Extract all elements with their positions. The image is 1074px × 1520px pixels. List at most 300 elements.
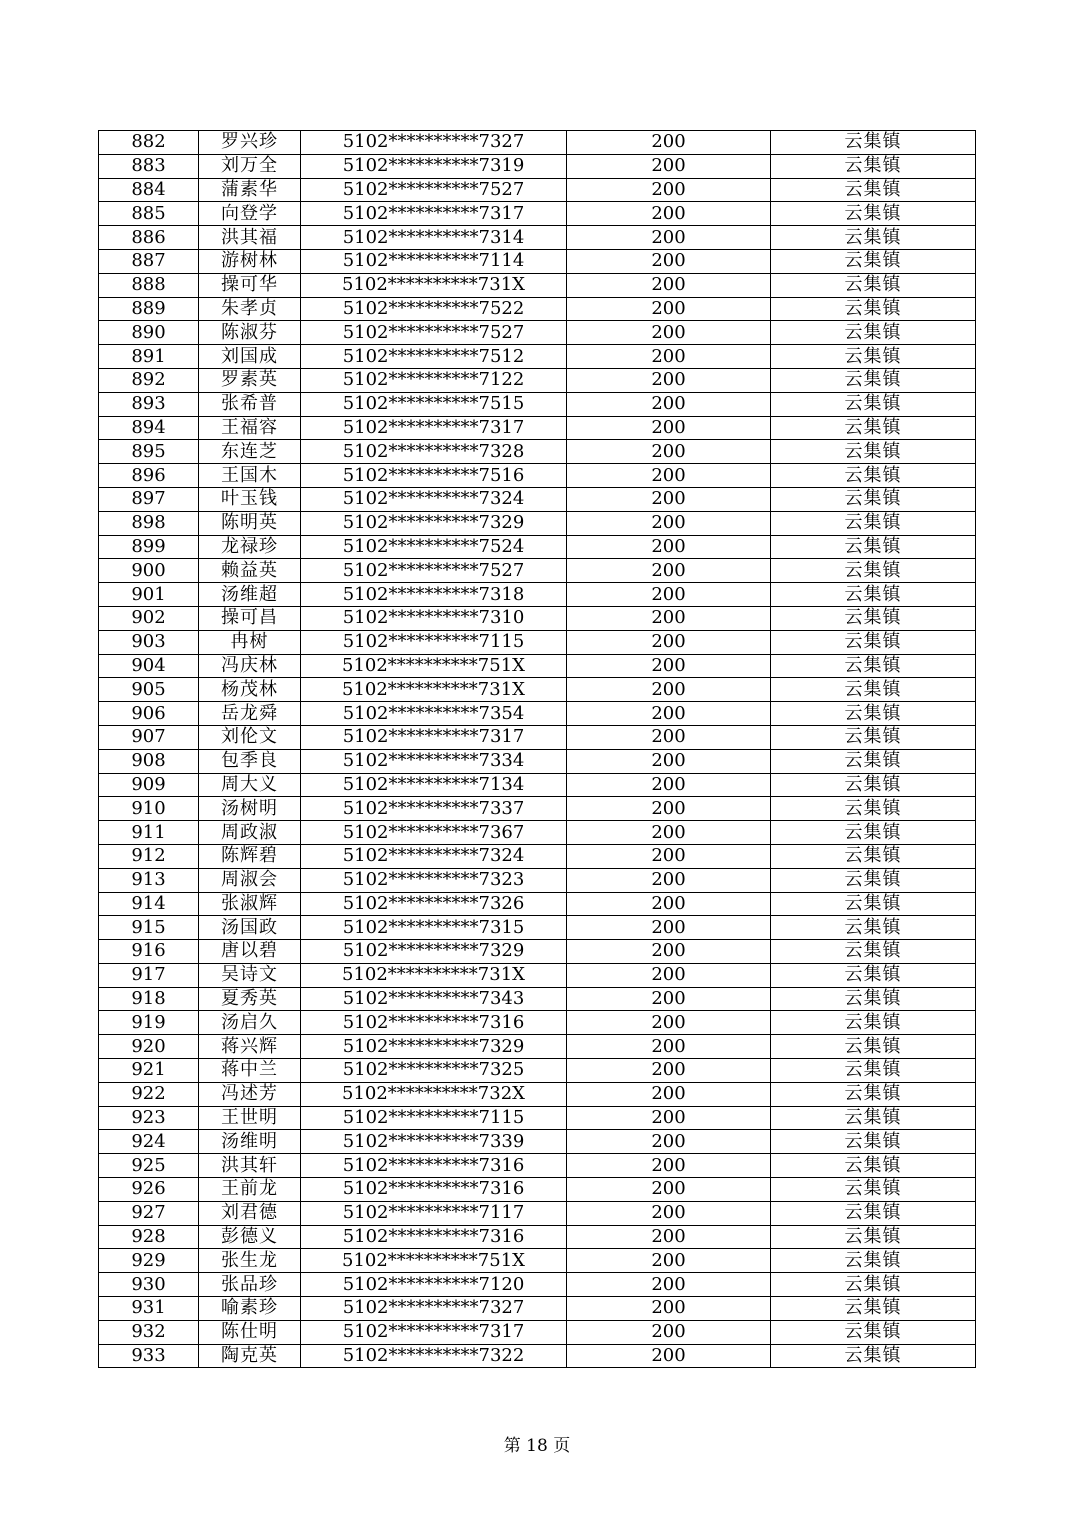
name-cell: 东连芝 bbox=[199, 440, 301, 464]
table-row bbox=[99, 321, 976, 345]
id-number-cell: 5102**********7323 bbox=[301, 868, 567, 892]
name-cell: 周大义 bbox=[199, 773, 301, 797]
table-row bbox=[99, 392, 976, 416]
row-number-cell: 886 bbox=[99, 226, 199, 250]
table-row bbox=[99, 1320, 976, 1344]
town-cell: 云集镇 bbox=[771, 583, 976, 607]
town-cell: 云集镇 bbox=[771, 392, 976, 416]
amount-cell: 200 bbox=[567, 963, 771, 987]
name-cell: 冉树 bbox=[199, 630, 301, 654]
name-cell: 王前龙 bbox=[199, 1178, 301, 1202]
row-number-cell: 930 bbox=[99, 1273, 199, 1297]
name-cell: 喻素珍 bbox=[199, 1297, 301, 1321]
amount-cell: 200 bbox=[567, 1249, 771, 1273]
town-cell: 云集镇 bbox=[771, 464, 976, 488]
table-row bbox=[99, 702, 976, 726]
table-row bbox=[99, 725, 976, 749]
town-cell: 云集镇 bbox=[771, 630, 976, 654]
id-number-cell: 5102**********7319 bbox=[301, 154, 567, 178]
town-cell: 云集镇 bbox=[771, 1130, 976, 1154]
amount-cell: 200 bbox=[567, 892, 771, 916]
table-row bbox=[99, 1178, 976, 1202]
table-row bbox=[99, 1225, 976, 1249]
id-number-cell: 5102**********7522 bbox=[301, 297, 567, 321]
id-number-cell: 5102**********7524 bbox=[301, 535, 567, 559]
row-number-cell: 885 bbox=[99, 202, 199, 226]
row-number-cell: 931 bbox=[99, 1297, 199, 1321]
row-number-cell: 933 bbox=[99, 1344, 199, 1368]
amount-cell: 200 bbox=[567, 440, 771, 464]
name-cell: 王世明 bbox=[199, 1106, 301, 1130]
id-number-cell: 5102**********7515 bbox=[301, 392, 567, 416]
table-row bbox=[99, 511, 976, 535]
name-cell: 朱孝贞 bbox=[199, 297, 301, 321]
town-cell: 云集镇 bbox=[771, 1035, 976, 1059]
id-number-cell: 5102**********7327 bbox=[301, 1297, 567, 1321]
name-cell: 蒋中兰 bbox=[199, 1059, 301, 1083]
town-cell: 云集镇 bbox=[771, 297, 976, 321]
row-number-cell: 921 bbox=[99, 1059, 199, 1083]
table-row bbox=[99, 202, 976, 226]
amount-cell: 200 bbox=[567, 1320, 771, 1344]
town-cell: 云集镇 bbox=[771, 416, 976, 440]
name-cell: 吴诗文 bbox=[199, 963, 301, 987]
row-number-cell: 905 bbox=[99, 678, 199, 702]
town-cell: 云集镇 bbox=[771, 1225, 976, 1249]
town-cell: 云集镇 bbox=[771, 868, 976, 892]
amount-cell: 200 bbox=[567, 511, 771, 535]
town-cell: 云集镇 bbox=[771, 606, 976, 630]
name-cell: 罗兴珍 bbox=[199, 131, 301, 155]
amount-cell: 200 bbox=[567, 678, 771, 702]
id-number-cell: 5102**********7326 bbox=[301, 892, 567, 916]
row-number-cell: 906 bbox=[99, 702, 199, 726]
town-cell: 云集镇 bbox=[771, 1106, 976, 1130]
id-number-cell: 5102**********7317 bbox=[301, 202, 567, 226]
amount-cell: 200 bbox=[567, 725, 771, 749]
row-number-cell: 892 bbox=[99, 368, 199, 392]
row-number-cell: 925 bbox=[99, 1154, 199, 1178]
row-number-cell: 887 bbox=[99, 249, 199, 273]
name-cell: 操可昌 bbox=[199, 606, 301, 630]
row-number-cell: 895 bbox=[99, 440, 199, 464]
amount-cell: 200 bbox=[567, 1130, 771, 1154]
table-row bbox=[99, 249, 976, 273]
row-number-cell: 882 bbox=[99, 131, 199, 155]
row-number-cell: 901 bbox=[99, 583, 199, 607]
town-cell: 云集镇 bbox=[771, 511, 976, 535]
id-number-cell: 5102**********7315 bbox=[301, 916, 567, 940]
id-number-cell: 5102**********7343 bbox=[301, 987, 567, 1011]
town-cell: 云集镇 bbox=[771, 916, 976, 940]
id-number-cell: 5102**********7120 bbox=[301, 1273, 567, 1297]
id-number-cell: 5102**********731X bbox=[301, 678, 567, 702]
town-cell: 云集镇 bbox=[771, 273, 976, 297]
amount-cell: 200 bbox=[567, 773, 771, 797]
amount-cell: 200 bbox=[567, 392, 771, 416]
id-number-cell: 5102**********7310 bbox=[301, 606, 567, 630]
town-cell: 云集镇 bbox=[771, 963, 976, 987]
table-row bbox=[99, 1154, 976, 1178]
id-number-cell: 5102**********7316 bbox=[301, 1178, 567, 1202]
name-cell: 陶克英 bbox=[199, 1344, 301, 1368]
row-number-cell: 911 bbox=[99, 821, 199, 845]
town-cell: 云集镇 bbox=[771, 1082, 976, 1106]
table-row bbox=[99, 892, 976, 916]
name-cell: 刘万全 bbox=[199, 154, 301, 178]
name-cell: 陈辉碧 bbox=[199, 844, 301, 868]
row-number-cell: 910 bbox=[99, 797, 199, 821]
id-number-cell: 5102**********7527 bbox=[301, 321, 567, 345]
amount-cell: 200 bbox=[567, 940, 771, 964]
roster-table bbox=[98, 130, 976, 1368]
id-number-cell: 5102**********7516 bbox=[301, 464, 567, 488]
table-row bbox=[99, 464, 976, 488]
table-row bbox=[99, 987, 976, 1011]
roster-table-body bbox=[99, 131, 976, 1368]
id-number-cell: 5102**********7115 bbox=[301, 1106, 567, 1130]
name-cell: 向登学 bbox=[199, 202, 301, 226]
amount-cell: 200 bbox=[567, 1344, 771, 1368]
id-number-cell: 5102**********7314 bbox=[301, 226, 567, 250]
table-row bbox=[99, 345, 976, 369]
id-number-cell: 5102**********7325 bbox=[301, 1059, 567, 1083]
row-number-cell: 913 bbox=[99, 868, 199, 892]
table-row bbox=[99, 559, 976, 583]
town-cell: 云集镇 bbox=[771, 1297, 976, 1321]
table-row bbox=[99, 583, 976, 607]
amount-cell: 200 bbox=[567, 654, 771, 678]
table-row bbox=[99, 440, 976, 464]
table-row bbox=[99, 297, 976, 321]
row-number-cell: 919 bbox=[99, 1011, 199, 1035]
row-number-cell: 918 bbox=[99, 987, 199, 1011]
amount-cell: 200 bbox=[567, 1273, 771, 1297]
row-number-cell: 903 bbox=[99, 630, 199, 654]
id-number-cell: 5102**********7117 bbox=[301, 1201, 567, 1225]
name-cell: 汤维超 bbox=[199, 583, 301, 607]
amount-cell: 200 bbox=[567, 630, 771, 654]
name-cell: 唐以碧 bbox=[199, 940, 301, 964]
name-cell: 龙禄珍 bbox=[199, 535, 301, 559]
id-number-cell: 5102**********7317 bbox=[301, 416, 567, 440]
row-number-cell: 923 bbox=[99, 1106, 199, 1130]
amount-cell: 200 bbox=[567, 178, 771, 202]
row-number-cell: 920 bbox=[99, 1035, 199, 1059]
row-number-cell: 917 bbox=[99, 963, 199, 987]
name-cell: 冯述芳 bbox=[199, 1082, 301, 1106]
name-cell: 蒋兴辉 bbox=[199, 1035, 301, 1059]
town-cell: 云集镇 bbox=[771, 797, 976, 821]
name-cell: 张品珍 bbox=[199, 1273, 301, 1297]
row-number-cell: 888 bbox=[99, 273, 199, 297]
row-number-cell: 907 bbox=[99, 725, 199, 749]
table-row bbox=[99, 654, 976, 678]
amount-cell: 200 bbox=[567, 1082, 771, 1106]
town-cell: 云集镇 bbox=[771, 892, 976, 916]
amount-cell: 200 bbox=[567, 606, 771, 630]
amount-cell: 200 bbox=[567, 1178, 771, 1202]
table-row bbox=[99, 1297, 976, 1321]
name-cell: 张希普 bbox=[199, 392, 301, 416]
town-cell: 云集镇 bbox=[771, 559, 976, 583]
town-cell: 云集镇 bbox=[771, 725, 976, 749]
town-cell: 云集镇 bbox=[771, 249, 976, 273]
name-cell: 冯庆林 bbox=[199, 654, 301, 678]
row-number-cell: 899 bbox=[99, 535, 199, 559]
id-number-cell: 5102**********7527 bbox=[301, 178, 567, 202]
name-cell: 蒲素华 bbox=[199, 178, 301, 202]
page-number: 第 18 页 bbox=[503, 1436, 571, 1456]
table-row bbox=[99, 178, 976, 202]
name-cell: 陈仕明 bbox=[199, 1320, 301, 1344]
id-number-cell: 5102**********7329 bbox=[301, 511, 567, 535]
table-row bbox=[99, 678, 976, 702]
name-cell: 刘国成 bbox=[199, 345, 301, 369]
table-row bbox=[99, 273, 976, 297]
id-number-cell: 5102**********7134 bbox=[301, 773, 567, 797]
amount-cell: 200 bbox=[567, 1011, 771, 1035]
id-number-cell: 5102**********751X bbox=[301, 1249, 567, 1273]
table-row bbox=[99, 773, 976, 797]
table-row bbox=[99, 1249, 976, 1273]
amount-cell: 200 bbox=[567, 1201, 771, 1225]
amount-cell: 200 bbox=[567, 1059, 771, 1083]
amount-cell: 200 bbox=[567, 797, 771, 821]
id-number-cell: 5102**********751X bbox=[301, 654, 567, 678]
amount-cell: 200 bbox=[567, 916, 771, 940]
row-number-cell: 916 bbox=[99, 940, 199, 964]
row-number-cell: 924 bbox=[99, 1130, 199, 1154]
table-row bbox=[99, 1130, 976, 1154]
table-row bbox=[99, 535, 976, 559]
name-cell: 王福容 bbox=[199, 416, 301, 440]
id-number-cell: 5102**********7324 bbox=[301, 844, 567, 868]
row-number-cell: 896 bbox=[99, 464, 199, 488]
row-number-cell: 928 bbox=[99, 1225, 199, 1249]
id-number-cell: 5102**********7317 bbox=[301, 725, 567, 749]
amount-cell: 200 bbox=[567, 416, 771, 440]
amount-cell: 200 bbox=[567, 702, 771, 726]
table-row bbox=[99, 844, 976, 868]
name-cell: 周政淑 bbox=[199, 821, 301, 845]
town-cell: 云集镇 bbox=[771, 154, 976, 178]
table-row bbox=[99, 868, 976, 892]
name-cell: 汤树明 bbox=[199, 797, 301, 821]
id-number-cell: 5102**********7339 bbox=[301, 1130, 567, 1154]
name-cell: 夏秀英 bbox=[199, 987, 301, 1011]
amount-cell: 200 bbox=[567, 464, 771, 488]
amount-cell: 200 bbox=[567, 987, 771, 1011]
town-cell: 云集镇 bbox=[771, 1059, 976, 1083]
row-number-cell: 908 bbox=[99, 749, 199, 773]
row-number-cell: 915 bbox=[99, 916, 199, 940]
row-number-cell: 926 bbox=[99, 1178, 199, 1202]
amount-cell: 200 bbox=[567, 368, 771, 392]
town-cell: 云集镇 bbox=[771, 654, 976, 678]
town-cell: 云集镇 bbox=[771, 1320, 976, 1344]
town-cell: 云集镇 bbox=[771, 678, 976, 702]
town-cell: 云集镇 bbox=[771, 1344, 976, 1368]
amount-cell: 200 bbox=[567, 583, 771, 607]
id-number-cell: 5102**********7334 bbox=[301, 749, 567, 773]
table-row bbox=[99, 1059, 976, 1083]
name-cell: 游树林 bbox=[199, 249, 301, 273]
amount-cell: 200 bbox=[567, 1035, 771, 1059]
row-number-cell: 900 bbox=[99, 559, 199, 583]
row-number-cell: 912 bbox=[99, 844, 199, 868]
table-row bbox=[99, 749, 976, 773]
id-number-cell: 5102**********7527 bbox=[301, 559, 567, 583]
amount-cell: 200 bbox=[567, 345, 771, 369]
name-cell: 陈明英 bbox=[199, 511, 301, 535]
town-cell: 云集镇 bbox=[771, 844, 976, 868]
row-number-cell: 909 bbox=[99, 773, 199, 797]
amount-cell: 200 bbox=[567, 131, 771, 155]
name-cell: 刘伦文 bbox=[199, 725, 301, 749]
town-cell: 云集镇 bbox=[771, 368, 976, 392]
row-number-cell: 890 bbox=[99, 321, 199, 345]
town-cell: 云集镇 bbox=[771, 1249, 976, 1273]
town-cell: 云集镇 bbox=[771, 226, 976, 250]
amount-cell: 200 bbox=[567, 487, 771, 511]
amount-cell: 200 bbox=[567, 273, 771, 297]
table-row bbox=[99, 606, 976, 630]
id-number-cell: 5102**********7122 bbox=[301, 368, 567, 392]
town-cell: 云集镇 bbox=[771, 202, 976, 226]
id-number-cell: 5102**********7114 bbox=[301, 249, 567, 273]
name-cell: 王国木 bbox=[199, 464, 301, 488]
amount-cell: 200 bbox=[567, 749, 771, 773]
table-row bbox=[99, 1035, 976, 1059]
town-cell: 云集镇 bbox=[771, 535, 976, 559]
name-cell: 张淑辉 bbox=[199, 892, 301, 916]
table-row bbox=[99, 797, 976, 821]
row-number-cell: 898 bbox=[99, 511, 199, 535]
row-number-cell: 884 bbox=[99, 178, 199, 202]
id-number-cell: 5102**********7115 bbox=[301, 630, 567, 654]
amount-cell: 200 bbox=[567, 844, 771, 868]
row-number-cell: 889 bbox=[99, 297, 199, 321]
name-cell: 周淑会 bbox=[199, 868, 301, 892]
table-row bbox=[99, 1201, 976, 1225]
name-cell: 洪其轩 bbox=[199, 1154, 301, 1178]
amount-cell: 200 bbox=[567, 249, 771, 273]
name-cell: 赖益英 bbox=[199, 559, 301, 583]
row-number-cell: 929 bbox=[99, 1249, 199, 1273]
id-number-cell: 5102**********7328 bbox=[301, 440, 567, 464]
amount-cell: 200 bbox=[567, 321, 771, 345]
town-cell: 云集镇 bbox=[771, 1178, 976, 1202]
row-number-cell: 932 bbox=[99, 1320, 199, 1344]
amount-cell: 200 bbox=[567, 868, 771, 892]
town-cell: 云集镇 bbox=[771, 821, 976, 845]
town-cell: 云集镇 bbox=[771, 321, 976, 345]
table-row bbox=[99, 368, 976, 392]
amount-cell: 200 bbox=[567, 154, 771, 178]
id-number-cell: 5102**********7318 bbox=[301, 583, 567, 607]
id-number-cell: 5102**********7367 bbox=[301, 821, 567, 845]
amount-cell: 200 bbox=[567, 1154, 771, 1178]
name-cell: 洪其福 bbox=[199, 226, 301, 250]
amount-cell: 200 bbox=[567, 559, 771, 583]
name-cell: 罗素英 bbox=[199, 368, 301, 392]
name-cell: 操可华 bbox=[199, 273, 301, 297]
table-row bbox=[99, 630, 976, 654]
id-number-cell: 5102**********7327 bbox=[301, 131, 567, 155]
row-number-cell: 914 bbox=[99, 892, 199, 916]
id-number-cell: 5102**********7317 bbox=[301, 1320, 567, 1344]
table-row bbox=[99, 1011, 976, 1035]
town-cell: 云集镇 bbox=[771, 487, 976, 511]
amount-cell: 200 bbox=[567, 1106, 771, 1130]
row-number-cell: 897 bbox=[99, 487, 199, 511]
id-number-cell: 5102**********7322 bbox=[301, 1344, 567, 1368]
name-cell: 汤国政 bbox=[199, 916, 301, 940]
row-number-cell: 883 bbox=[99, 154, 199, 178]
amount-cell: 200 bbox=[567, 821, 771, 845]
name-cell: 叶玉钱 bbox=[199, 487, 301, 511]
amount-cell: 200 bbox=[567, 202, 771, 226]
town-cell: 云集镇 bbox=[771, 749, 976, 773]
table-row bbox=[99, 131, 976, 155]
table-row bbox=[99, 916, 976, 940]
amount-cell: 200 bbox=[567, 1225, 771, 1249]
row-number-cell: 927 bbox=[99, 1201, 199, 1225]
amount-cell: 200 bbox=[567, 1297, 771, 1321]
table-row bbox=[99, 226, 976, 250]
table-row bbox=[99, 1344, 976, 1368]
town-cell: 云集镇 bbox=[771, 702, 976, 726]
town-cell: 云集镇 bbox=[771, 1273, 976, 1297]
id-number-cell: 5102**********7316 bbox=[301, 1011, 567, 1035]
town-cell: 云集镇 bbox=[771, 131, 976, 155]
table-row bbox=[99, 1106, 976, 1130]
row-number-cell: 891 bbox=[99, 345, 199, 369]
table-row bbox=[99, 1273, 976, 1297]
name-cell: 汤维明 bbox=[199, 1130, 301, 1154]
row-number-cell: 894 bbox=[99, 416, 199, 440]
town-cell: 云集镇 bbox=[771, 940, 976, 964]
id-number-cell: 5102**********731X bbox=[301, 963, 567, 987]
id-number-cell: 5102**********7512 bbox=[301, 345, 567, 369]
amount-cell: 200 bbox=[567, 297, 771, 321]
name-cell: 岳龙舜 bbox=[199, 702, 301, 726]
town-cell: 云集镇 bbox=[771, 1011, 976, 1035]
town-cell: 云集镇 bbox=[771, 345, 976, 369]
town-cell: 云集镇 bbox=[771, 440, 976, 464]
amount-cell: 200 bbox=[567, 535, 771, 559]
id-number-cell: 5102**********7316 bbox=[301, 1225, 567, 1249]
town-cell: 云集镇 bbox=[771, 1201, 976, 1225]
id-number-cell: 5102**********7329 bbox=[301, 1035, 567, 1059]
id-number-cell: 5102**********7354 bbox=[301, 702, 567, 726]
amount-cell: 200 bbox=[567, 226, 771, 250]
name-cell: 杨茂林 bbox=[199, 678, 301, 702]
table-row bbox=[99, 940, 976, 964]
id-number-cell: 5102**********7329 bbox=[301, 940, 567, 964]
name-cell: 彭德义 bbox=[199, 1225, 301, 1249]
table-row bbox=[99, 821, 976, 845]
town-cell: 云集镇 bbox=[771, 773, 976, 797]
name-cell: 刘君德 bbox=[199, 1201, 301, 1225]
row-number-cell: 922 bbox=[99, 1082, 199, 1106]
table-row bbox=[99, 963, 976, 987]
row-number-cell: 902 bbox=[99, 606, 199, 630]
name-cell: 陈淑芬 bbox=[199, 321, 301, 345]
town-cell: 云集镇 bbox=[771, 178, 976, 202]
id-number-cell: 5102**********7316 bbox=[301, 1154, 567, 1178]
